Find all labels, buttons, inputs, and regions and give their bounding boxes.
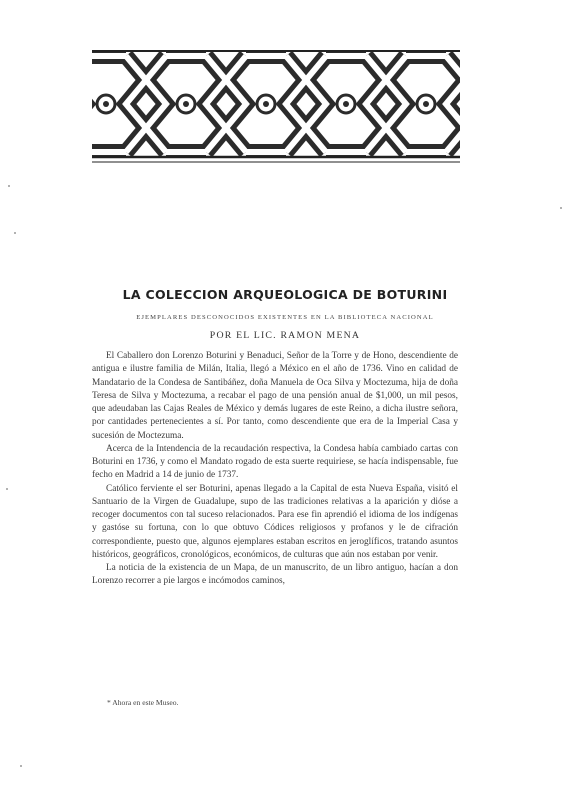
article-subtitle: EJEMPLARES DESCONOCIDOS EXISTENTES EN LA BIBLIOTECA NACIONAL — [136, 314, 434, 321]
article-byline: POR EL LIC. RAMON MENA — [209, 330, 361, 341]
paragraph: Católico ferviente el ser Boturini, apenas llegado a la Capital de esta Nueva España, visitó el Santuario de la Virgen de Guadalupe, supo de las tradiciones relativas a la aparición y dióse a recoger documentos con tal suceso relacionados. Para ese fin aprendió el idioma de los indígenas y gastóse su fortuna, con lo que obtuvo Códices religiosos y profanos y le de cifración correspondiente, puesto que, algunos ejemplares estaban escritos en jeroglíficos, tratando asuntos históricos, geográficos, cronológicos, económicos, de culturas que aún nos estaban por venir. — [92, 483, 458, 560]
footnote: * Ahora en este Museo. — [107, 698, 179, 707]
scan-speck — [14, 232, 16, 234]
paragraph: Acerca de la Intendencia de la recaudación respectiva, la Condesa había cambiado cartas con Boturini en 1736, y como el Mandato rogado de esta suerte requiriese, se hacía indispensable, fue fecho en Madrid a 14 de junio de 1737. — [92, 443, 458, 481]
paragraph: La noticia de la existencia de un Mapa, de un manuscrito, de un libro antiguo, hacían a don Lorenzo recorrer a pie largos e incómodos caminos, — [92, 563, 458, 587]
article-body — [92, 350, 458, 589]
scan-speck — [6, 488, 8, 490]
paragraph: El Caballero don Lorenzo Boturini y Benaduci, Señor de la Torre y de Hono, descendiente de antigua e ilustre familia de Milán, Italia, llegó a México en el año de 1736. Vino en calidad de Mandatario de la Condesa de Santibáñez, doña Manuela de Oca Silva y Moctezuma, hija de doña Teresa de Silva y Moctezuma, a recabar el pago de una pensión anual de $1,000, un mil pesos, que adeudaban las Cajas Reales de México y demás lugares de este Reino, a dicha ilustre señora, por cantidades pertenecientes a sí. Por tanto, como descendiente que era de la Imperial Casa y sucesión de Moctezuma. — [92, 351, 458, 441]
article-title: LA COLECCION ARQUEOLOGICA DE BOTURINI — [122, 287, 448, 302]
decorative-interlace-header — [92, 46, 460, 166]
scan-speck — [560, 207, 562, 209]
scan-speck — [8, 185, 10, 187]
scan-speck — [20, 765, 22, 767]
